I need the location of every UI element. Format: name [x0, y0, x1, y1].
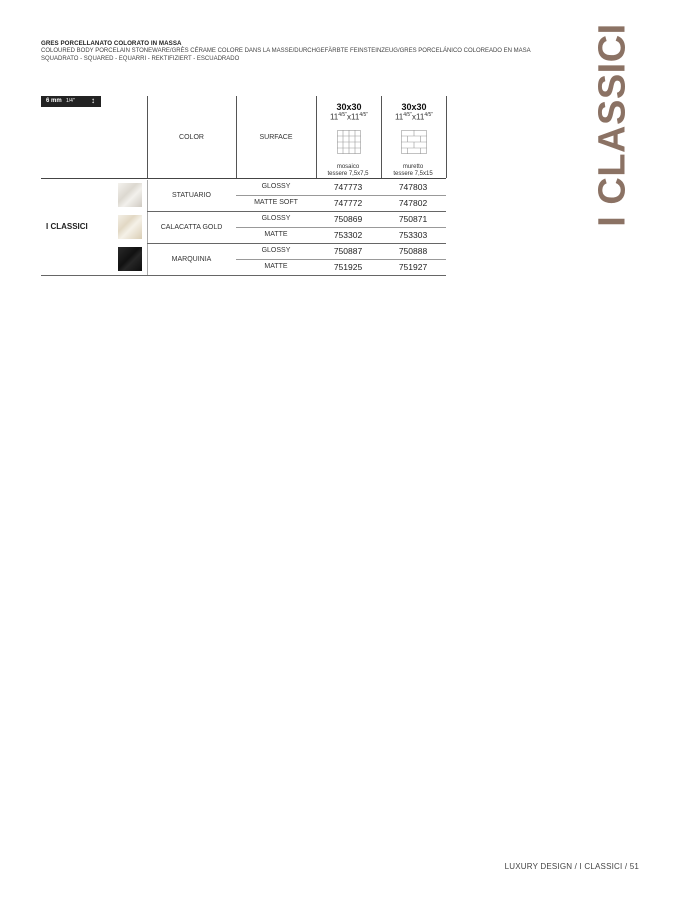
product-code: 750871 [398, 214, 428, 224]
format-size-mosaic: 30x30 $11^{4/5"}x11^{4/5"}$ [329, 102, 369, 122]
surface-label: MATTE [264, 231, 288, 238]
product-code: 750869 [333, 214, 363, 224]
color-name: STATUARIO [171, 192, 212, 199]
brick-wall-icon [401, 130, 427, 154]
divider [446, 96, 447, 178]
color-name: MARQUINIA [171, 256, 212, 263]
table-bottom-rule [41, 275, 446, 276]
surface-label: MATTE SOFT [254, 199, 298, 206]
row-divider [236, 195, 446, 196]
page-header [41, 40, 571, 63]
swatch-statuario [118, 183, 142, 207]
header-subtitle: COLOURED BODY PORCELAIN STONEWARE/GRÈS CÉRAME COLORE DANS LA MASSE/DURCHGEFÄRBTE FEINSTEINZEUG/GRES PORCELÁNICO COLOREADO EN MASA [41, 48, 531, 54]
format-caption-mosaic: mosaico tessere 7,5x7,5 [327, 164, 369, 177]
row-divider [236, 259, 446, 260]
header-title: GRES PORCELLANATO COLORATO IN MASSA [41, 40, 182, 47]
swatch-calacatta-gold [118, 215, 142, 239]
product-code: 747773 [333, 182, 363, 192]
product-code: 751927 [398, 262, 428, 272]
swatch-marquinia [118, 247, 142, 271]
format-caption-muretto: muretto tessere 7,5x15 [393, 164, 433, 177]
thickness-mm: 6 mm [46, 98, 62, 104]
product-code: 747772 [333, 198, 363, 208]
surface-label: GLOSSY [261, 215, 291, 222]
thickness-inch: 1/4" [66, 98, 75, 104]
surface-label: GLOSSY [261, 247, 291, 254]
product-code: 751925 [333, 262, 363, 272]
side-title: I CLASSICI [591, 22, 634, 227]
mosaic-grid-icon [337, 130, 361, 154]
product-code: 747802 [398, 198, 428, 208]
thickness-badge [41, 96, 101, 107]
row-divider [236, 227, 446, 228]
thickness-arrow-icon: ↕ [91, 96, 95, 105]
header-rule [41, 178, 446, 179]
format-size-muretto: 30x30 $11^{4/5"}x11^{4/5"}$ [394, 102, 434, 122]
color-name: CALACATTA GOLD [160, 224, 223, 231]
column-header-surface: SURFACE [259, 134, 293, 141]
product-code: 750888 [398, 246, 428, 256]
group-divider [147, 243, 446, 244]
surface-label: GLOSSY [261, 183, 291, 190]
group-divider [147, 211, 446, 212]
collection-label: I CLASSICI [46, 222, 88, 231]
header-rectified: SQUADRATO - SQUARED - EQUARRI - REKTIFIZIERT - ESCUADRADO [41, 55, 240, 62]
product-code: 753303 [398, 230, 428, 240]
column-header-color: COLOR [179, 134, 204, 141]
product-code: 753302 [333, 230, 363, 240]
page-footer: LUXURY DESIGN / I CLASSICI / 51 [504, 862, 639, 871]
surface-label: MATTE [264, 263, 288, 270]
product-code: 750887 [333, 246, 363, 256]
product-code: 747803 [398, 182, 428, 192]
